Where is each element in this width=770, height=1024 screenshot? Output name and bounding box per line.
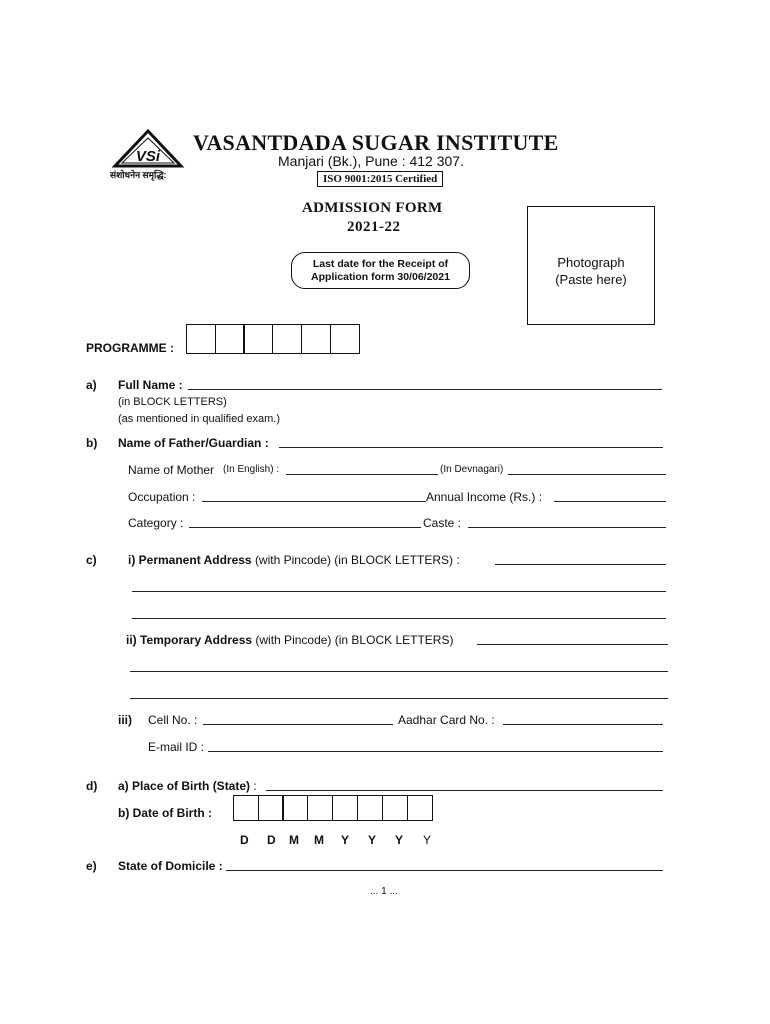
mother-devnagari-label: (In Devnagari) — [440, 464, 504, 475]
programme-cell[interactable] — [215, 324, 245, 354]
full-name-note-qualified-exam: (as mentioned in qualified exam.) — [118, 413, 281, 425]
annual-income-field[interactable] — [554, 501, 666, 502]
cell-number-field[interactable] — [203, 724, 393, 725]
dob-cell[interactable] — [233, 795, 259, 821]
mother-name-label: Name of Mother — [128, 463, 215, 477]
dob-cell[interactable] — [382, 795, 408, 821]
mother-name-devnagari-field[interactable] — [508, 474, 666, 475]
mother-name-english-field[interactable] — [286, 474, 438, 475]
dob-cell[interactable] — [332, 795, 358, 821]
permanent-address-heading — [128, 553, 460, 567]
section-c-marker: c) — [86, 553, 97, 567]
section-e-marker: e) — [86, 859, 97, 873]
place-of-birth-field[interactable] — [266, 790, 663, 791]
institute-name: VASANTDADA SUGAR INSTITUTE — [193, 130, 559, 155]
father-guardian-field[interactable] — [279, 447, 663, 448]
occupation-field[interactable] — [202, 501, 426, 502]
place-of-birth-colon: : — [253, 779, 257, 793]
dob-letter: M — [314, 833, 324, 847]
institute-address: Manjari (Bk.), Pune : 412 307. — [278, 153, 464, 169]
logo-motto: संशोधनेन समृद्धि: — [110, 170, 167, 180]
logo-text: VSi — [135, 148, 161, 165]
permanent-address-label: i) Permanent Address — [128, 553, 252, 567]
page-number: ... 1 ... — [370, 886, 398, 897]
temporary-address-field-2[interactable] — [130, 671, 668, 672]
category-field[interactable] — [189, 527, 421, 528]
dob-cell[interactable] — [307, 795, 333, 821]
dob-letter: D — [240, 833, 249, 847]
temporary-address-heading — [126, 633, 453, 647]
dob-cell[interactable] — [407, 795, 433, 821]
form-year: 2021-22 — [347, 219, 401, 235]
full-name-field[interactable] — [188, 389, 662, 390]
email-field[interactable] — [208, 751, 663, 752]
aadhar-label: Aadhar Card No. : — [398, 713, 495, 727]
temporary-address-field-3[interactable] — [130, 698, 668, 699]
permanent-address-field-3[interactable] — [132, 618, 666, 619]
dob-letter: Y — [341, 833, 350, 847]
dob-cell[interactable] — [258, 795, 284, 821]
permanent-address-field-1[interactable] — [495, 564, 666, 565]
caste-label: Caste : — [423, 516, 462, 530]
programme-cell[interactable] — [243, 324, 273, 354]
deadline-line-2: Application form 30/06/2021 — [311, 271, 450, 283]
dob-letter: M — [289, 833, 299, 847]
deadline-line-1: Last date for the Receipt of — [312, 258, 449, 270]
full-name-label: Full Name : — [118, 378, 183, 392]
place-of-birth-label: a) Place of Birth (State) — [118, 779, 251, 793]
dob-letter: Y — [395, 833, 404, 847]
form-title: ADMISSION FORM — [302, 200, 443, 216]
programme-cell[interactable] — [272, 324, 302, 354]
deadline-notice — [291, 252, 470, 289]
programme-cell[interactable] — [301, 324, 331, 354]
section-a-marker: a) — [86, 378, 97, 392]
temporary-address-suffix: (with Pincode) (in BLOCK LETTERS) — [255, 633, 454, 647]
photograph-box[interactable] — [527, 206, 655, 325]
temporary-address-field-1[interactable] — [477, 644, 668, 645]
section-c-iii-marker: iii) — [118, 713, 132, 727]
date-of-birth-label: b) Date of Birth : — [118, 806, 212, 820]
cell-number-label: Cell No. : — [148, 713, 198, 727]
place-of-birth-heading — [118, 779, 257, 793]
programme-cell[interactable] — [186, 324, 216, 354]
state-of-domicile-field[interactable] — [226, 870, 663, 871]
date-of-birth-boxes[interactable] — [234, 795, 433, 821]
full-name-note-block-letters: (in BLOCK LETTERS) — [118, 396, 227, 408]
dob-cell[interactable] — [282, 795, 308, 821]
institute-logo — [108, 128, 188, 180]
occupation-label: Occupation : — [128, 490, 196, 504]
email-label: E-mail ID : — [148, 740, 205, 754]
temporary-address-label: ii) Temporary Address — [126, 633, 253, 647]
iso-certification-badge: ISO 9001:2015 Certified — [317, 171, 443, 187]
permanent-address-suffix: (with Pincode) (in BLOCK LETTERS) : — [254, 553, 460, 567]
dob-letter: Y — [368, 833, 377, 847]
section-d-marker: d) — [86, 779, 98, 793]
dob-cell[interactable] — [357, 795, 383, 821]
state-of-domicile-label: State of Domicile : — [118, 859, 223, 873]
father-guardian-label: Name of Father/Guardian : — [118, 436, 269, 450]
programme-cell[interactable] — [330, 324, 360, 354]
photograph-sublabel: (Paste here) — [555, 272, 627, 287]
section-b-marker: b) — [86, 436, 98, 450]
dob-letter: D — [267, 833, 276, 847]
photograph-label: Photograph — [557, 255, 625, 270]
aadhar-field[interactable] — [503, 724, 663, 725]
caste-field[interactable] — [468, 527, 666, 528]
programme-code-boxes[interactable] — [187, 324, 360, 354]
dob-letter: Y — [423, 833, 432, 847]
annual-income-label: Annual Income (Rs.) : — [426, 490, 543, 504]
category-label: Category : — [128, 516, 184, 530]
permanent-address-field-2[interactable] — [132, 591, 666, 592]
logo-triangle-icon — [108, 128, 188, 170]
programme-label: PROGRAMME : — [86, 341, 174, 355]
mother-english-label: (In English) : — [223, 464, 280, 475]
